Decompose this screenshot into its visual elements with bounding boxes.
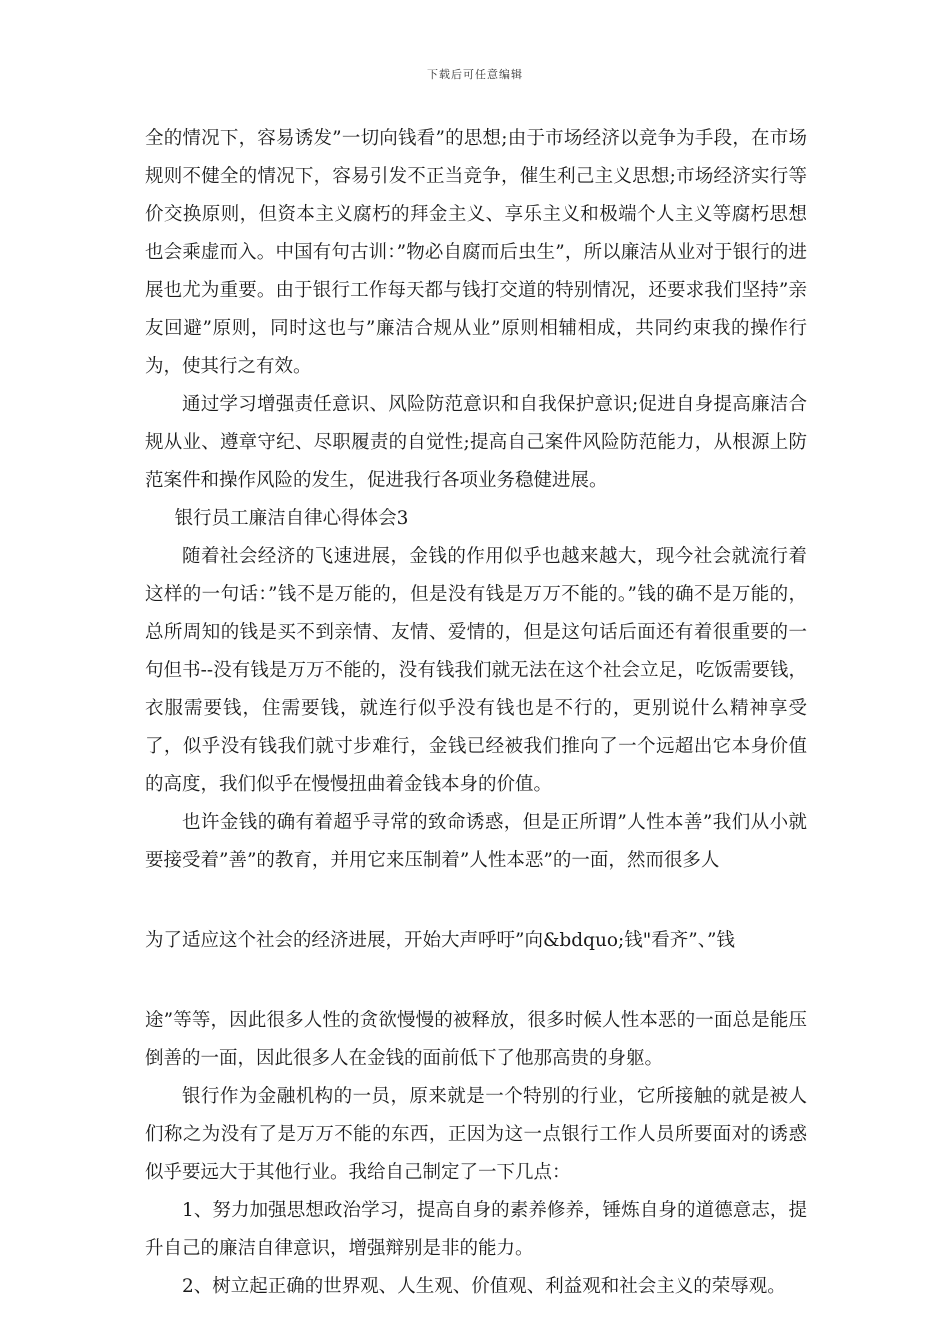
paragraph-5: 为了适应这个社会的经济进展，开始大声呼吁”向&bdquo;钱"看齐”、”钱 [145, 930, 735, 951]
paragraph-7: 银行作为金融机构的一员，原来就是一个特别的行业，它所接触的就是被人们称之为没有了是万万不能的东西，正因为这一点银行工作人员所要面对的诱惑似乎要远大于其他行业。我给自己制定了一下几点： [145, 1086, 807, 1183]
paragraph-1: 全的情况下，容易诱发”一切向钱看”的思想;由于市场经济以竞争为手段，在市场规则不健全的情况下，容易引发不正当竞争，催生利己主义思想;市场经济实行等价交换原则，但资本主义腐朽的拜金主义、享乐主义和极端个人主义等腐朽思想也会乘虚而入。中国有句古训：”物必自腐而后虫生”，所以廉洁从业对于银行的进展也尤为重要。由于银行工作每天都与钱打交道的特别情况，还要求我们坚持”亲友回避”原则，同时这也与”廉洁合规从业”原则相辅相成，共同约束我的操作行为，使其行之有效。 [145, 128, 807, 377]
list-item-2: 2、树立起正确的世界观、人生观、价值观、利益观和社会主义的荣辱观。 [182, 1276, 786, 1297]
list-item-1: 1、努力加强思想政治学习，提高自身的素养修养，锤炼自身的道德意志，提升自己的廉洁自律意识，增强辩别是非的能力。 [145, 1200, 807, 1259]
paragraph-4: 也许金钱的确有着超乎寻常的致命诱惑，但是正所谓”人性本善”我们从小就要接受着”善”的教育，并用它来压制着”人性本恶”的一面，然而很多人 [145, 812, 807, 871]
section-heading: 银行员工廉洁自律心得体会3 [174, 508, 409, 529]
page-header-note: 下载后可任意编辑 [427, 68, 523, 81]
paragraph-3: 随着社会经济的飞速进展，金钱的作用似乎也越来越大，现今社会就流行着这样的一句话：”钱不是万能的，但是没有钱是万万不能的。”钱的确不是万能的，总所周知的钱是买不到亲情、友情、爱情的，但是这句话后面还有着很重要的一句但书--没有钱是万万不能的，没有钱我们就无法在这个社会立足，吃饭需要钱，衣服需要钱，住需要钱，就连行似乎没有钱也是不行的，更别说什么精神享受了，似乎没有钱我们就寸步难行，金钱已经被我们推向了一个远超出它本身价值的高度，我们似乎在慢慢扭曲着金钱本身的价值。 [145, 546, 807, 795]
paragraph-2: 通过学习增强责任意识、风险防范意识和自我保护意识;促进自身提高廉洁合规从业、遵章守纪、尽职履责的自觉性;提高自己案件风险防范能力，从根源上防范案件和操作风险的发生，促进我行各项业务稳健进展。 [145, 394, 807, 491]
document-body [145, 120, 807, 1306]
paragraph-6: 途”等等，因此很多人性的贪欲慢慢的被释放，很多时候人性本恶的一面总是能压倒善的一面，因此很多人在金钱的面前低下了他那高贵的身躯。 [145, 1010, 807, 1069]
